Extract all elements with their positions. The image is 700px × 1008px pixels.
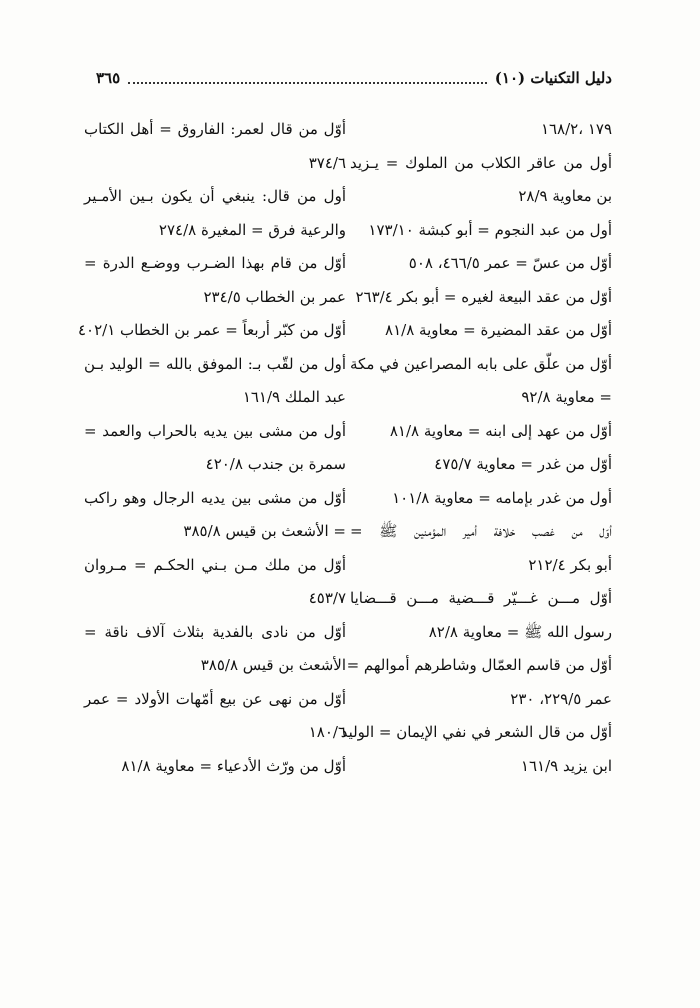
index-line: أوّل من عهد إلى ابنه = معاوية ٨١/٨ <box>389 421 612 440</box>
index-line: أوّل من نهى عن بيع أمّهات الأولاد = عمر <box>84 689 346 708</box>
index-line: رسول الله ﷺ = معاوية ٨٢/٨ <box>428 622 612 641</box>
index-line: أوّل مـــن غـــيّر قـــضية مـــن قـــضايا <box>350 589 612 607</box>
index-line: أول من لقّب بـ: الموفق بالله = الوليد بـن <box>84 354 346 373</box>
index-line: أوّل من عقد البيعة لغيره = أبو بكر ٢٦٣/٤ <box>355 287 612 306</box>
index-line: أوّل من قام بهذا الضـرب ووضـع الدرة = <box>84 254 346 272</box>
page-number: ٣٦٥ <box>96 69 121 87</box>
index-line: ٣٧٤/٦ <box>308 153 346 172</box>
index-line: أوّل من نادى بالفدية بثلاث آلاف ناقة = <box>84 622 346 641</box>
index-line: أوّل من قاسم العمّال وشاطرهم أموالهم = <box>346 656 612 674</box>
index-line: أوّل من مشى بين يديه الرجال وهو راكب <box>84 488 346 507</box>
index-line: = معاوية ٩٢/٨ <box>521 388 612 406</box>
index-line: أول من عبد النجوم = أبو كبشة ١٧٣/١٠ <box>368 220 612 239</box>
index-column-right <box>340 113 612 783</box>
index-line: سمرة بن جندب ٤٢٠/٨ <box>205 455 346 473</box>
index-line: ابن يزيد ١٦١/٩ <box>520 756 612 775</box>
index-line: أوّل من عقد المضيرة = معاوية ٨١/٨ <box>385 321 612 339</box>
index-line: أوّل من كبّر أربعاً = عمر بن الخطاب ٤٠٢/١ <box>77 321 346 339</box>
index-line: أول من قال: ينبغي أن يكون بـين الأمـير <box>84 187 346 205</box>
index-line: والرعية فرق = المغيرة ٢٧٤/٨ <box>158 220 346 239</box>
index-line: بن معاوية ٢٨/٩ <box>518 187 612 205</box>
index-line: أول من غدر بإمامه = معاوية ١٠١/٨ <box>392 488 612 507</box>
index-line: أوّل من عسّ = عمر ٤٦٦/٥، ٥٠٨ <box>408 254 612 272</box>
index-column-left <box>77 113 346 783</box>
header-title: دليل التكنيات (١٠) <box>494 69 612 87</box>
index-line: أوّل من غصب خلافة أمير المؤمنين ﷺ = <box>350 522 612 540</box>
index-line: الأشعث بن قيس ٣٨٥/٨ <box>200 656 346 674</box>
index-line: أوّل من قال الشعر في نفي الإيمان = الوليد <box>340 723 612 741</box>
index-line: أوّل من علّق على بابه المصراعين في مكة <box>350 354 612 373</box>
index-line: ٤٥٣/٧ <box>308 589 346 607</box>
index-line: عمر ٢٢٩/٥، ٢٣٠ <box>510 689 612 708</box>
index-line: عمر بن الخطاب ٢٣٤/٥ <box>203 287 346 306</box>
index-line: أبو بكر ٢١٢/٤ <box>528 555 612 574</box>
index-line: عبد الملك ١٦١/٩ <box>242 388 346 406</box>
index-line: ١٧٩ ،١٦٨/٢ <box>540 120 612 138</box>
index-line: أوّل من قال لعمر: الفاروق = أهل الكتاب <box>84 120 346 138</box>
index-line: أوّل من ورّث الأدعياء = معاوية ٨١/٨ <box>121 756 346 775</box>
index-line: ١٨٠/٦ <box>308 723 346 741</box>
index-line: أول من عاقر الكلاب من الملوك = يـزيد <box>350 153 612 172</box>
index-line: = الأشعث بن قيس ٣٨٥/٨ <box>183 522 346 540</box>
running-header <box>96 66 612 90</box>
index-line: أوّل من ملك مـن بـني الحكـم = مـروان <box>84 555 346 574</box>
header-dot-leader <box>128 82 487 84</box>
index-line: أوّل من غدر = معاوية ٤٧٥/٧ <box>434 455 612 473</box>
index-line: أول من مشى بين يديه بالحراب والعمد = <box>84 421 346 440</box>
